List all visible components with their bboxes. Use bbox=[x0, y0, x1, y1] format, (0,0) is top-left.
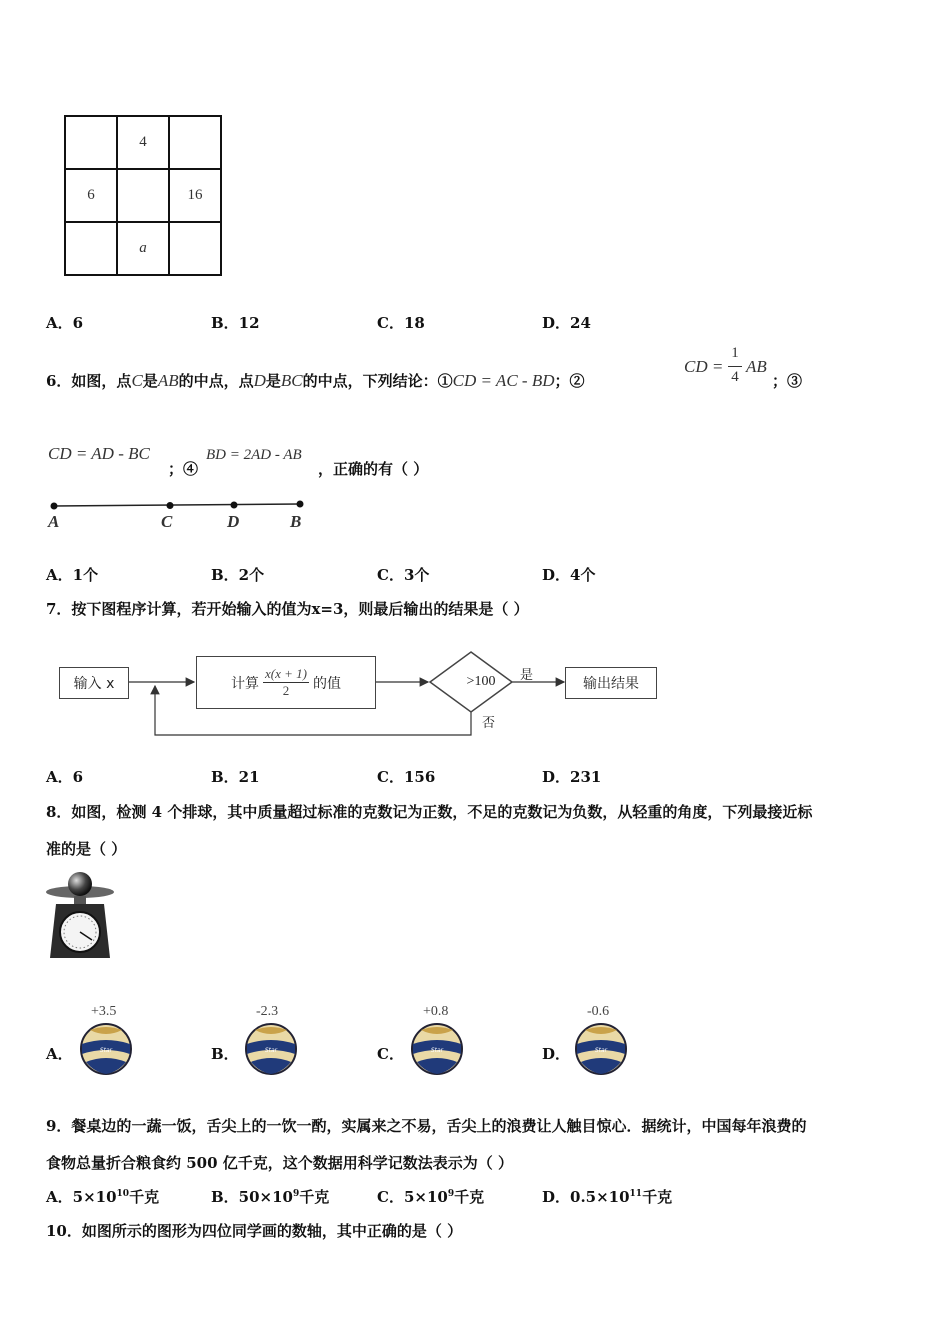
option-c-base: C．5×10 bbox=[377, 1188, 448, 1206]
q8-stem-line1: 8．如图，检测 4 个排球，其中质量超过标准的克数记为正数，不足的克数记为负数，从轻重的角度，下列最接近标 bbox=[46, 803, 813, 821]
q9-stem-line1: 9．餐桌边的一蔬一饭，舌尖上的一饮一酌，实属来之不易，舌尖上的浪费让人触目惊心．据统计，中国每年浪费的 bbox=[46, 1117, 807, 1135]
conclusion-4: BD = 2AD - AB bbox=[206, 447, 302, 463]
label-d: D bbox=[227, 512, 240, 531]
option-c: C．156 bbox=[377, 768, 436, 786]
calc-numerator: x(x + 1) bbox=[265, 666, 307, 681]
segment-ab: AB bbox=[157, 371, 179, 390]
option-b: B．21 bbox=[211, 768, 260, 786]
label-a: A bbox=[48, 512, 60, 531]
grid-cell bbox=[65, 222, 117, 275]
option-a-value: +3.5 bbox=[91, 1004, 117, 1019]
scale-icon bbox=[44, 870, 120, 966]
q6-sep4: ；④ bbox=[168, 460, 199, 478]
option-d bbox=[542, 1186, 672, 1207]
calc-box bbox=[196, 656, 376, 709]
grid-cell bbox=[169, 116, 221, 169]
svg-text:Star: Star bbox=[594, 1047, 608, 1054]
option-d-base: D．0.5×10 bbox=[542, 1188, 630, 1206]
svg-text:Star: Star bbox=[99, 1047, 113, 1054]
option-a-label: A． bbox=[46, 1045, 73, 1063]
option-b-label: B． bbox=[211, 1045, 239, 1063]
segment-line bbox=[54, 504, 300, 506]
conclusion-1: CD = AC - BD bbox=[452, 371, 555, 390]
volleyball-icon bbox=[243, 1022, 301, 1076]
label-c: C bbox=[161, 512, 173, 531]
option-b-unit: 千克 bbox=[299, 1188, 330, 1206]
grid-cell: 6 bbox=[65, 169, 117, 222]
calc-label: 计算 bbox=[231, 675, 259, 692]
q10-stem: 10．如图所示的图形为四位同学画的数轴，其中正确的是（ ） bbox=[46, 1222, 463, 1240]
option-a-base: A．5×10 bbox=[46, 1188, 117, 1206]
option-c-label: C． bbox=[377, 1045, 404, 1063]
q6-tail: ，正确的有（ ） bbox=[318, 460, 429, 478]
grid-cell bbox=[169, 222, 221, 275]
grid-cell: 16 bbox=[169, 169, 221, 222]
q7-stem: 7．按下图程序计算，若开始输入的值为x=3，则最后输出的结果是（ ） bbox=[46, 600, 529, 618]
input-box: 输入 x bbox=[59, 667, 129, 699]
svg-text:Star: Star bbox=[430, 1047, 444, 1054]
point-d-dot bbox=[231, 502, 238, 509]
volleyball-icon bbox=[409, 1022, 467, 1076]
calc-suffix: 的值 bbox=[312, 675, 341, 692]
fraction-denominator: 4 bbox=[731, 369, 739, 385]
q6-text: ；② bbox=[554, 372, 585, 390]
line-segment-figure bbox=[44, 498, 314, 534]
option-c: C．18 bbox=[377, 314, 425, 332]
option-b: B．12 bbox=[211, 314, 260, 332]
grid-cell bbox=[117, 169, 169, 222]
q6-text: 6．如图，点 bbox=[46, 372, 132, 390]
conclusion-2-rhs: AB bbox=[746, 357, 767, 376]
conclusion-3: CD = AD - BC bbox=[48, 444, 150, 463]
grid-cell bbox=[65, 116, 117, 169]
option-d: D．24 bbox=[542, 314, 591, 332]
option-a: A．6 bbox=[46, 314, 84, 332]
option-d: D．231 bbox=[542, 768, 602, 786]
calc-fraction bbox=[263, 666, 309, 699]
number-grid bbox=[64, 115, 222, 276]
option-c: C．3个 bbox=[377, 566, 430, 584]
yes-label: 是 bbox=[520, 668, 534, 683]
q6-text: 的中点，下列结论：① bbox=[302, 372, 453, 390]
option-b-base: B．50×10 bbox=[211, 1188, 293, 1206]
option-a-exponent: 10 bbox=[116, 1189, 130, 1199]
q6-sep3: ；③ bbox=[772, 372, 803, 390]
point-a-dot bbox=[51, 503, 58, 510]
fraction-numerator: 1 bbox=[731, 345, 739, 361]
q6-text: 是 bbox=[142, 372, 158, 390]
no-label: 否 bbox=[482, 716, 496, 731]
output-box: 输出结果 bbox=[565, 667, 657, 699]
option-b: B．2个 bbox=[211, 566, 265, 584]
option-a: A．1个 bbox=[46, 566, 99, 584]
conclusion-2-lhs: CD = bbox=[684, 357, 724, 376]
option-d-value: -0.6 bbox=[587, 1004, 610, 1019]
volleyball-icon bbox=[573, 1022, 631, 1076]
point-c: C bbox=[131, 371, 143, 390]
option-c-unit: 千克 bbox=[454, 1188, 485, 1206]
grid-cell: a bbox=[117, 222, 169, 275]
option-c-exponent: 9 bbox=[447, 1189, 455, 1199]
q6-stem bbox=[46, 370, 585, 391]
svg-text:Star: Star bbox=[264, 1047, 278, 1054]
q8-stem-line2: 准的是（ ） bbox=[46, 840, 127, 858]
q6-text: 是 bbox=[265, 372, 281, 390]
calc-denominator: 2 bbox=[282, 683, 290, 698]
option-c bbox=[377, 1186, 484, 1207]
option-d-label: D． bbox=[542, 1045, 571, 1063]
option-b-exponent: 9 bbox=[293, 1189, 300, 1199]
option-d-unit: 千克 bbox=[642, 1188, 673, 1206]
option-a: A．6 bbox=[46, 768, 84, 786]
point-d: D bbox=[253, 371, 266, 390]
option-a-unit: 千克 bbox=[129, 1188, 160, 1206]
option-c-value: +0.8 bbox=[423, 1004, 449, 1019]
q6-text: 的中点，点 bbox=[178, 372, 254, 390]
point-b-dot bbox=[297, 501, 304, 508]
option-a bbox=[46, 1186, 159, 1207]
option-b bbox=[211, 1186, 329, 1207]
option-b-value: -2.3 bbox=[256, 1004, 279, 1019]
option-d-exponent: 11 bbox=[629, 1189, 643, 1199]
condition-label: >100 bbox=[466, 674, 496, 689]
volleyball-icon bbox=[78, 1022, 136, 1076]
label-b: B bbox=[290, 512, 302, 531]
point-c-dot bbox=[167, 502, 174, 509]
q9-stem-line2: 食物总量折合粮食约 500 亿千克，这个数据用科学记数法表示为（ ） bbox=[46, 1154, 513, 1172]
segment-bc: BC bbox=[280, 371, 303, 390]
fraction-bar bbox=[728, 366, 742, 367]
option-d: D．4个 bbox=[542, 566, 596, 584]
grid-cell: 4 bbox=[117, 116, 169, 169]
